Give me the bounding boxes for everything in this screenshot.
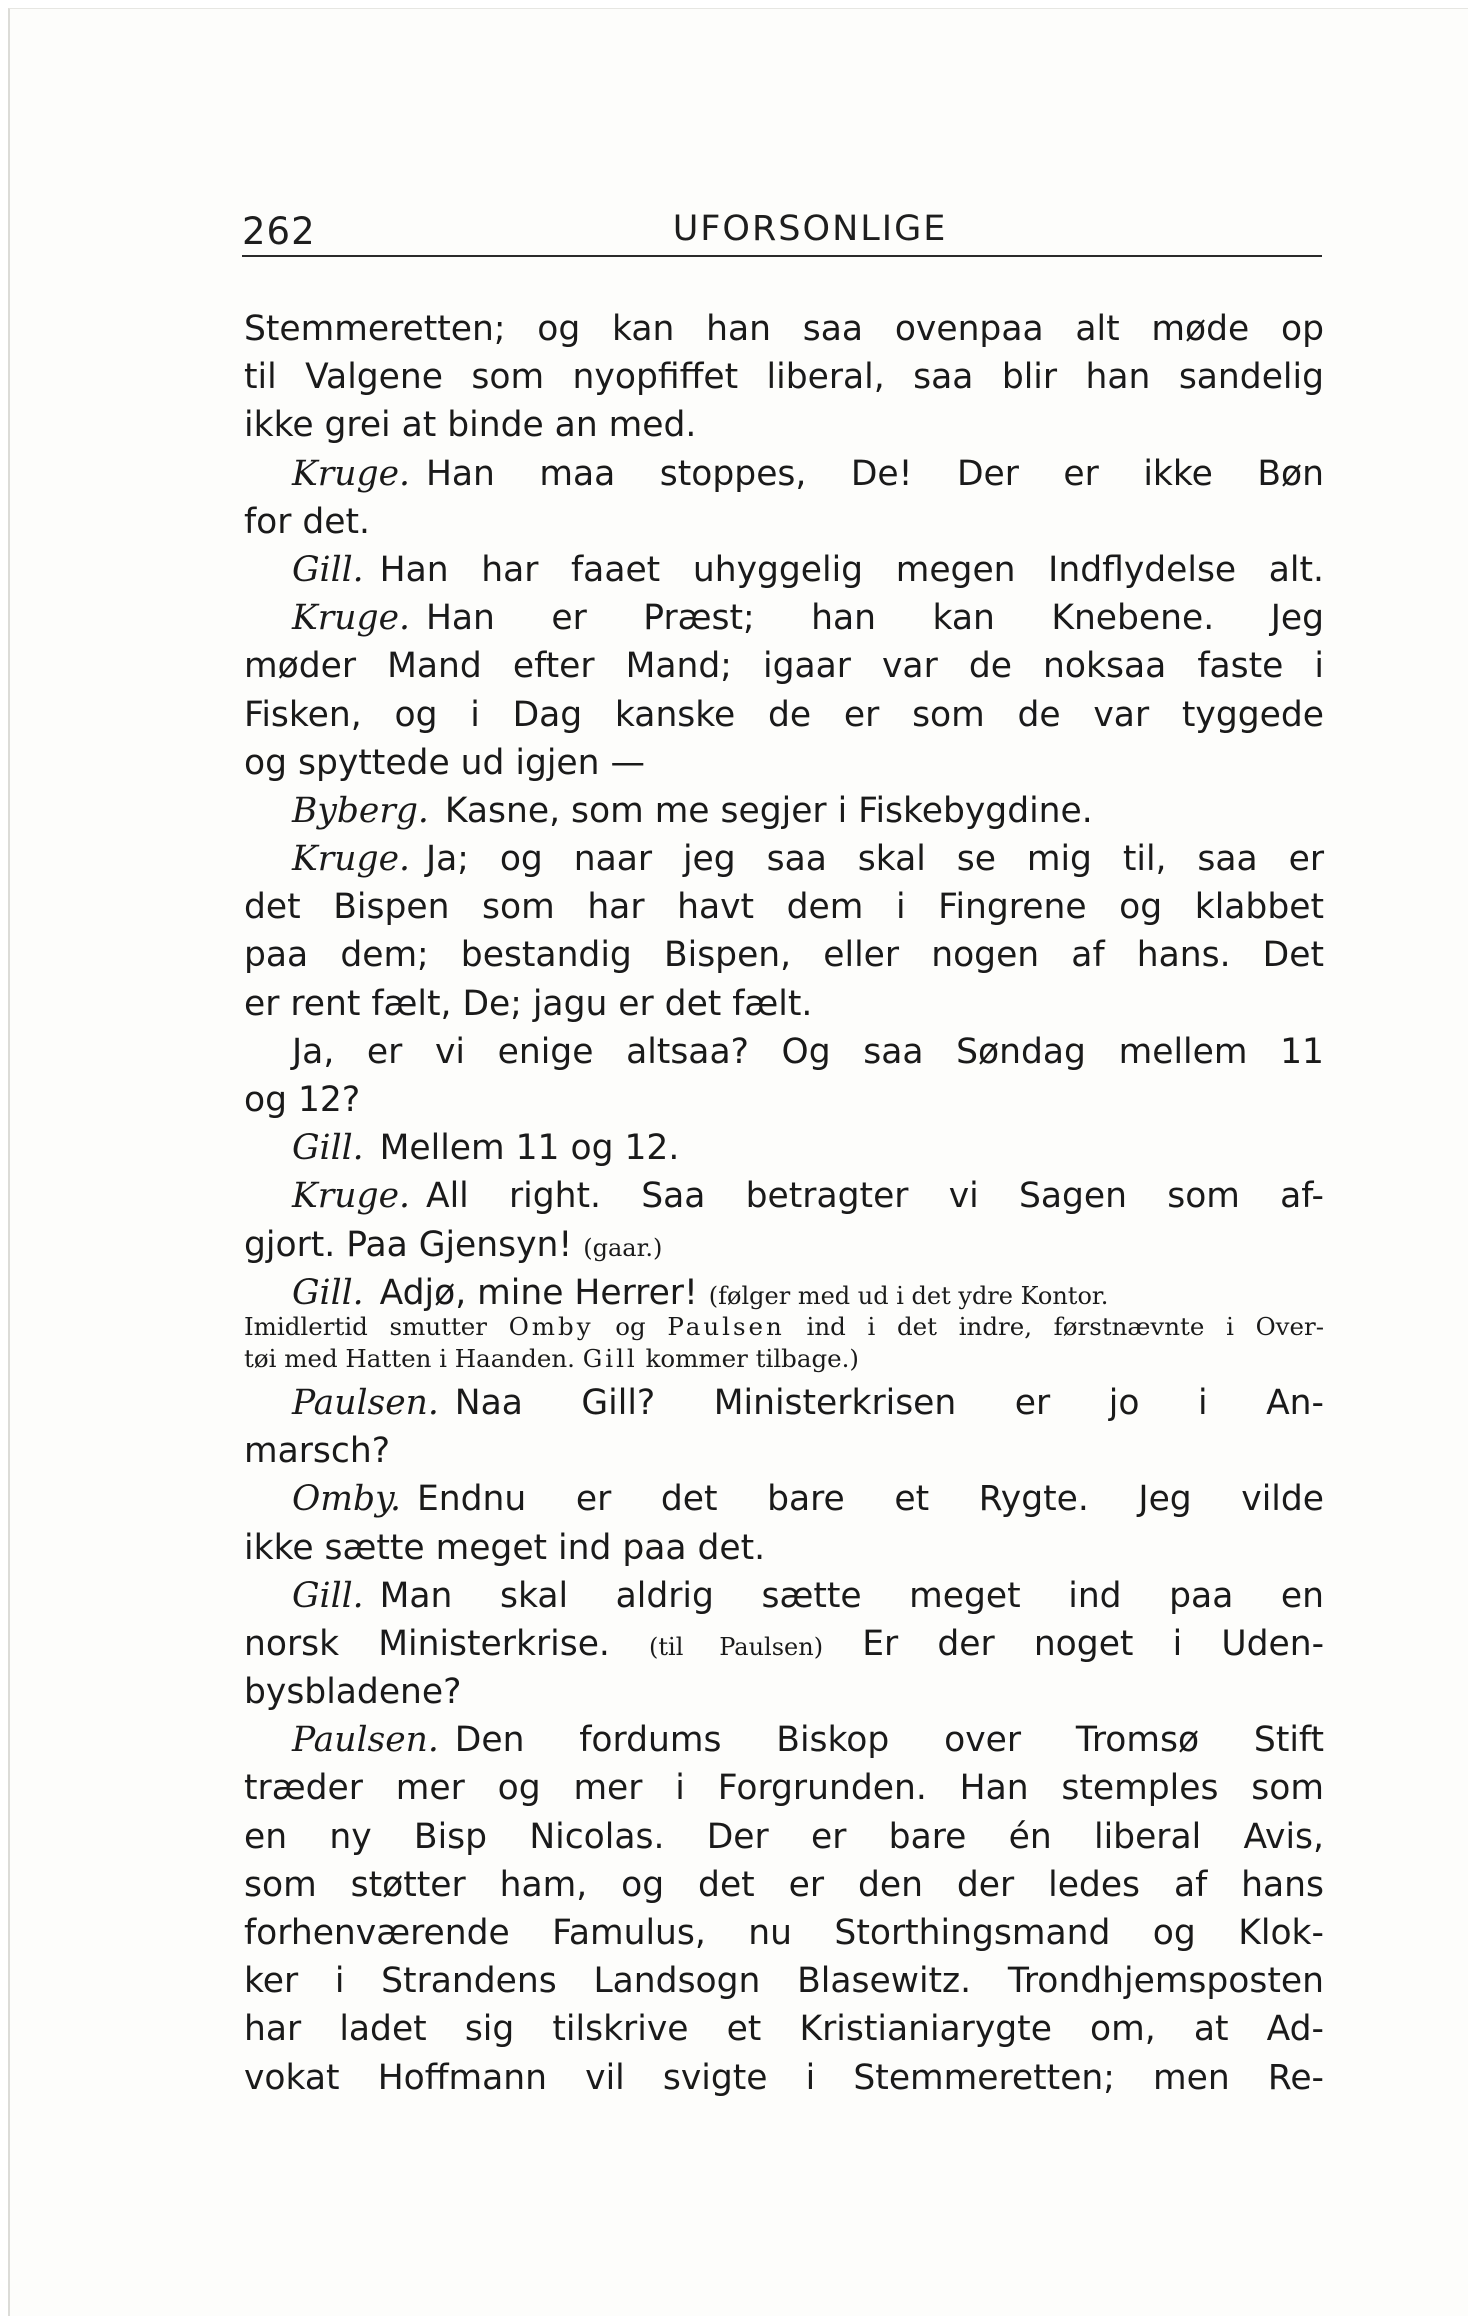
speech-text: Han er Præst; han kan Knebene. Jeg: [425, 598, 1324, 639]
stage-character-name: Gill: [582, 1343, 638, 1373]
speech-text: Er der noget i Uden-: [862, 1623, 1325, 1664]
dialogue-line: [244, 1620, 1324, 1668]
text-line: det Bispen som har havt dem i Fingrene og klabbet: [244, 887, 1324, 928]
dialogue-line: [244, 1269, 1324, 1317]
dialogue-line: [244, 594, 1324, 642]
stage-character-name: Paulsen: [667, 1311, 785, 1341]
speaker-name: Paulsen.: [292, 1382, 439, 1423]
speech-text: All right. Saa betragter vi Sagen som af-: [425, 1176, 1324, 1217]
text-line: Stemmeretten; og kan han saa ovenpaa alt møde op: [244, 309, 1324, 349]
stage-direction: (gaar.): [583, 1233, 663, 1262]
text-line: som støtter ham, og det er den der ledes af hans: [244, 1864, 1324, 1905]
speaker-name: Kruge.: [292, 839, 410, 880]
text-line: paa dem; bestandig Bispen, eller nogen af hans. Det: [244, 935, 1324, 976]
speaker-name: Kruge.: [292, 1176, 410, 1217]
speech-text: Kasne, som me segjer i Fiskebygdine.: [444, 790, 1093, 831]
dialogue-line: [244, 546, 1324, 594]
text-line: en ny Bisp Nicolas. Der er bare én liberal Avis,: [244, 1816, 1324, 1857]
stage-text: kommer tilbage.): [645, 1343, 859, 1373]
text-line: forhenværende Famulus, nu Storthingsmand og Klok-: [244, 1913, 1324, 1953]
text-line: og 12?: [244, 1080, 361, 1120]
book-page: [8, 8, 1468, 2316]
dialogue-line: [244, 1124, 1324, 1172]
text-line: ker i Strandens Landsogn Blasewitz. Trondhjemsposten: [244, 1961, 1324, 2002]
dialogue-line: [244, 1475, 1324, 1523]
stage-character-name: Omby: [508, 1311, 594, 1341]
stage-direction-block: [244, 1311, 1324, 1375]
text-line: til Valgene som nyopfiffet liberal, saa blir han sandelig: [244, 357, 1324, 398]
page-header: [242, 201, 1322, 257]
stage-text: og: [615, 1311, 646, 1341]
stage-direction: (til Paulsen): [649, 1632, 824, 1661]
speaker-name: Gill.: [292, 1272, 364, 1313]
stage-direction-line: [244, 1311, 1324, 1343]
stage-direction: (følger med ud i det ydre Kontor.: [708, 1281, 1109, 1310]
stage-text: Imidlertid smutter: [244, 1311, 488, 1341]
speech-text: Mellem 11 og 12.: [379, 1128, 680, 1169]
dialogue-line: [244, 450, 1324, 498]
speech-text: Endnu er det bare et Rygte. Jeg vilde: [416, 1479, 1324, 1520]
dialogue-line: [244, 1172, 1324, 1220]
text-line: marsch?: [244, 1431, 391, 1472]
speech-text: Den fordums Biskop over Tromsø Stift: [454, 1720, 1324, 1761]
speaker-name: Paulsen.: [292, 1720, 439, 1761]
body-text: [244, 305, 1324, 2102]
speaker-name: Gill.: [292, 1575, 364, 1616]
speech-text: Naa Gill? Ministerkrisen er jo i An-: [454, 1382, 1324, 1423]
stage-direction-line: [244, 1343, 1324, 1375]
speaker-name: Kruge.: [292, 598, 410, 639]
text-line: ikke grei at binde an med.: [244, 405, 697, 446]
stage-text: tøi med Hatten i Haanden.: [244, 1343, 575, 1373]
text-line: møder Mand efter Mand; igaar var de noksaa faste i: [244, 646, 1324, 687]
speaker-name: Omby.: [292, 1479, 401, 1520]
text-line: for det.: [244, 501, 371, 542]
dialogue-line: [244, 1379, 1324, 1427]
text-line: Ja, er vi enige altsaa? Og saa Søndag mellem 11: [292, 1031, 1324, 1072]
text-line: Fisken, og i Dag kanske de er som de var tyggede: [244, 694, 1324, 735]
stage-text: ind i det indre, førstnævnte i Over-: [806, 1311, 1324, 1341]
text-line: er rent fælt, De; jagu er det fælt.: [244, 983, 813, 1024]
text-line: træder mer og mer i Forgrunden. Han stemples som: [244, 1768, 1324, 1809]
dialogue-line: [244, 1716, 1324, 1764]
speech-text: Han maa stoppes, De! Der er ikke Bøn: [425, 453, 1324, 494]
speaker-name: Byberg.: [292, 790, 429, 831]
page-number: 262: [242, 210, 316, 253]
speech-text: gjort. Paa Gjensyn!: [244, 1224, 573, 1265]
dialogue-line: [244, 835, 1324, 883]
dialogue-line: [244, 1572, 1324, 1620]
speech-text: Adjø, mine Herrer!: [379, 1272, 698, 1313]
text-line: vokat Hoffmann vil svigte i Stemmeretten; men Re-: [244, 2057, 1324, 2098]
text-line: bysbladene?: [244, 1672, 462, 1713]
speaker-name: Kruge.: [292, 453, 410, 494]
text-line: ikke sætte meget ind paa det.: [244, 1527, 766, 1568]
dialogue-line: [244, 1221, 1324, 1269]
speech-text: Man skal aldrig sætte meget ind paa en: [379, 1575, 1324, 1616]
speech-text: Han har faaet uhyggelig megen Indflydelse alt.: [379, 549, 1324, 590]
dialogue-line: [244, 787, 1324, 835]
running-head: UFORSONLIGE: [672, 209, 948, 249]
speech-text: norsk Ministerkrise.: [244, 1623, 610, 1664]
speaker-name: Gill.: [292, 1128, 364, 1169]
speech-text: Ja; og naar jeg saa skal se mig til, saa er: [425, 839, 1324, 880]
text-line: har ladet sig tilskrive et Kristianiarygte om, at Ad-: [244, 2009, 1324, 2050]
speaker-name: Gill.: [292, 549, 364, 590]
text-line: og spyttede ud igjen —: [244, 742, 645, 783]
